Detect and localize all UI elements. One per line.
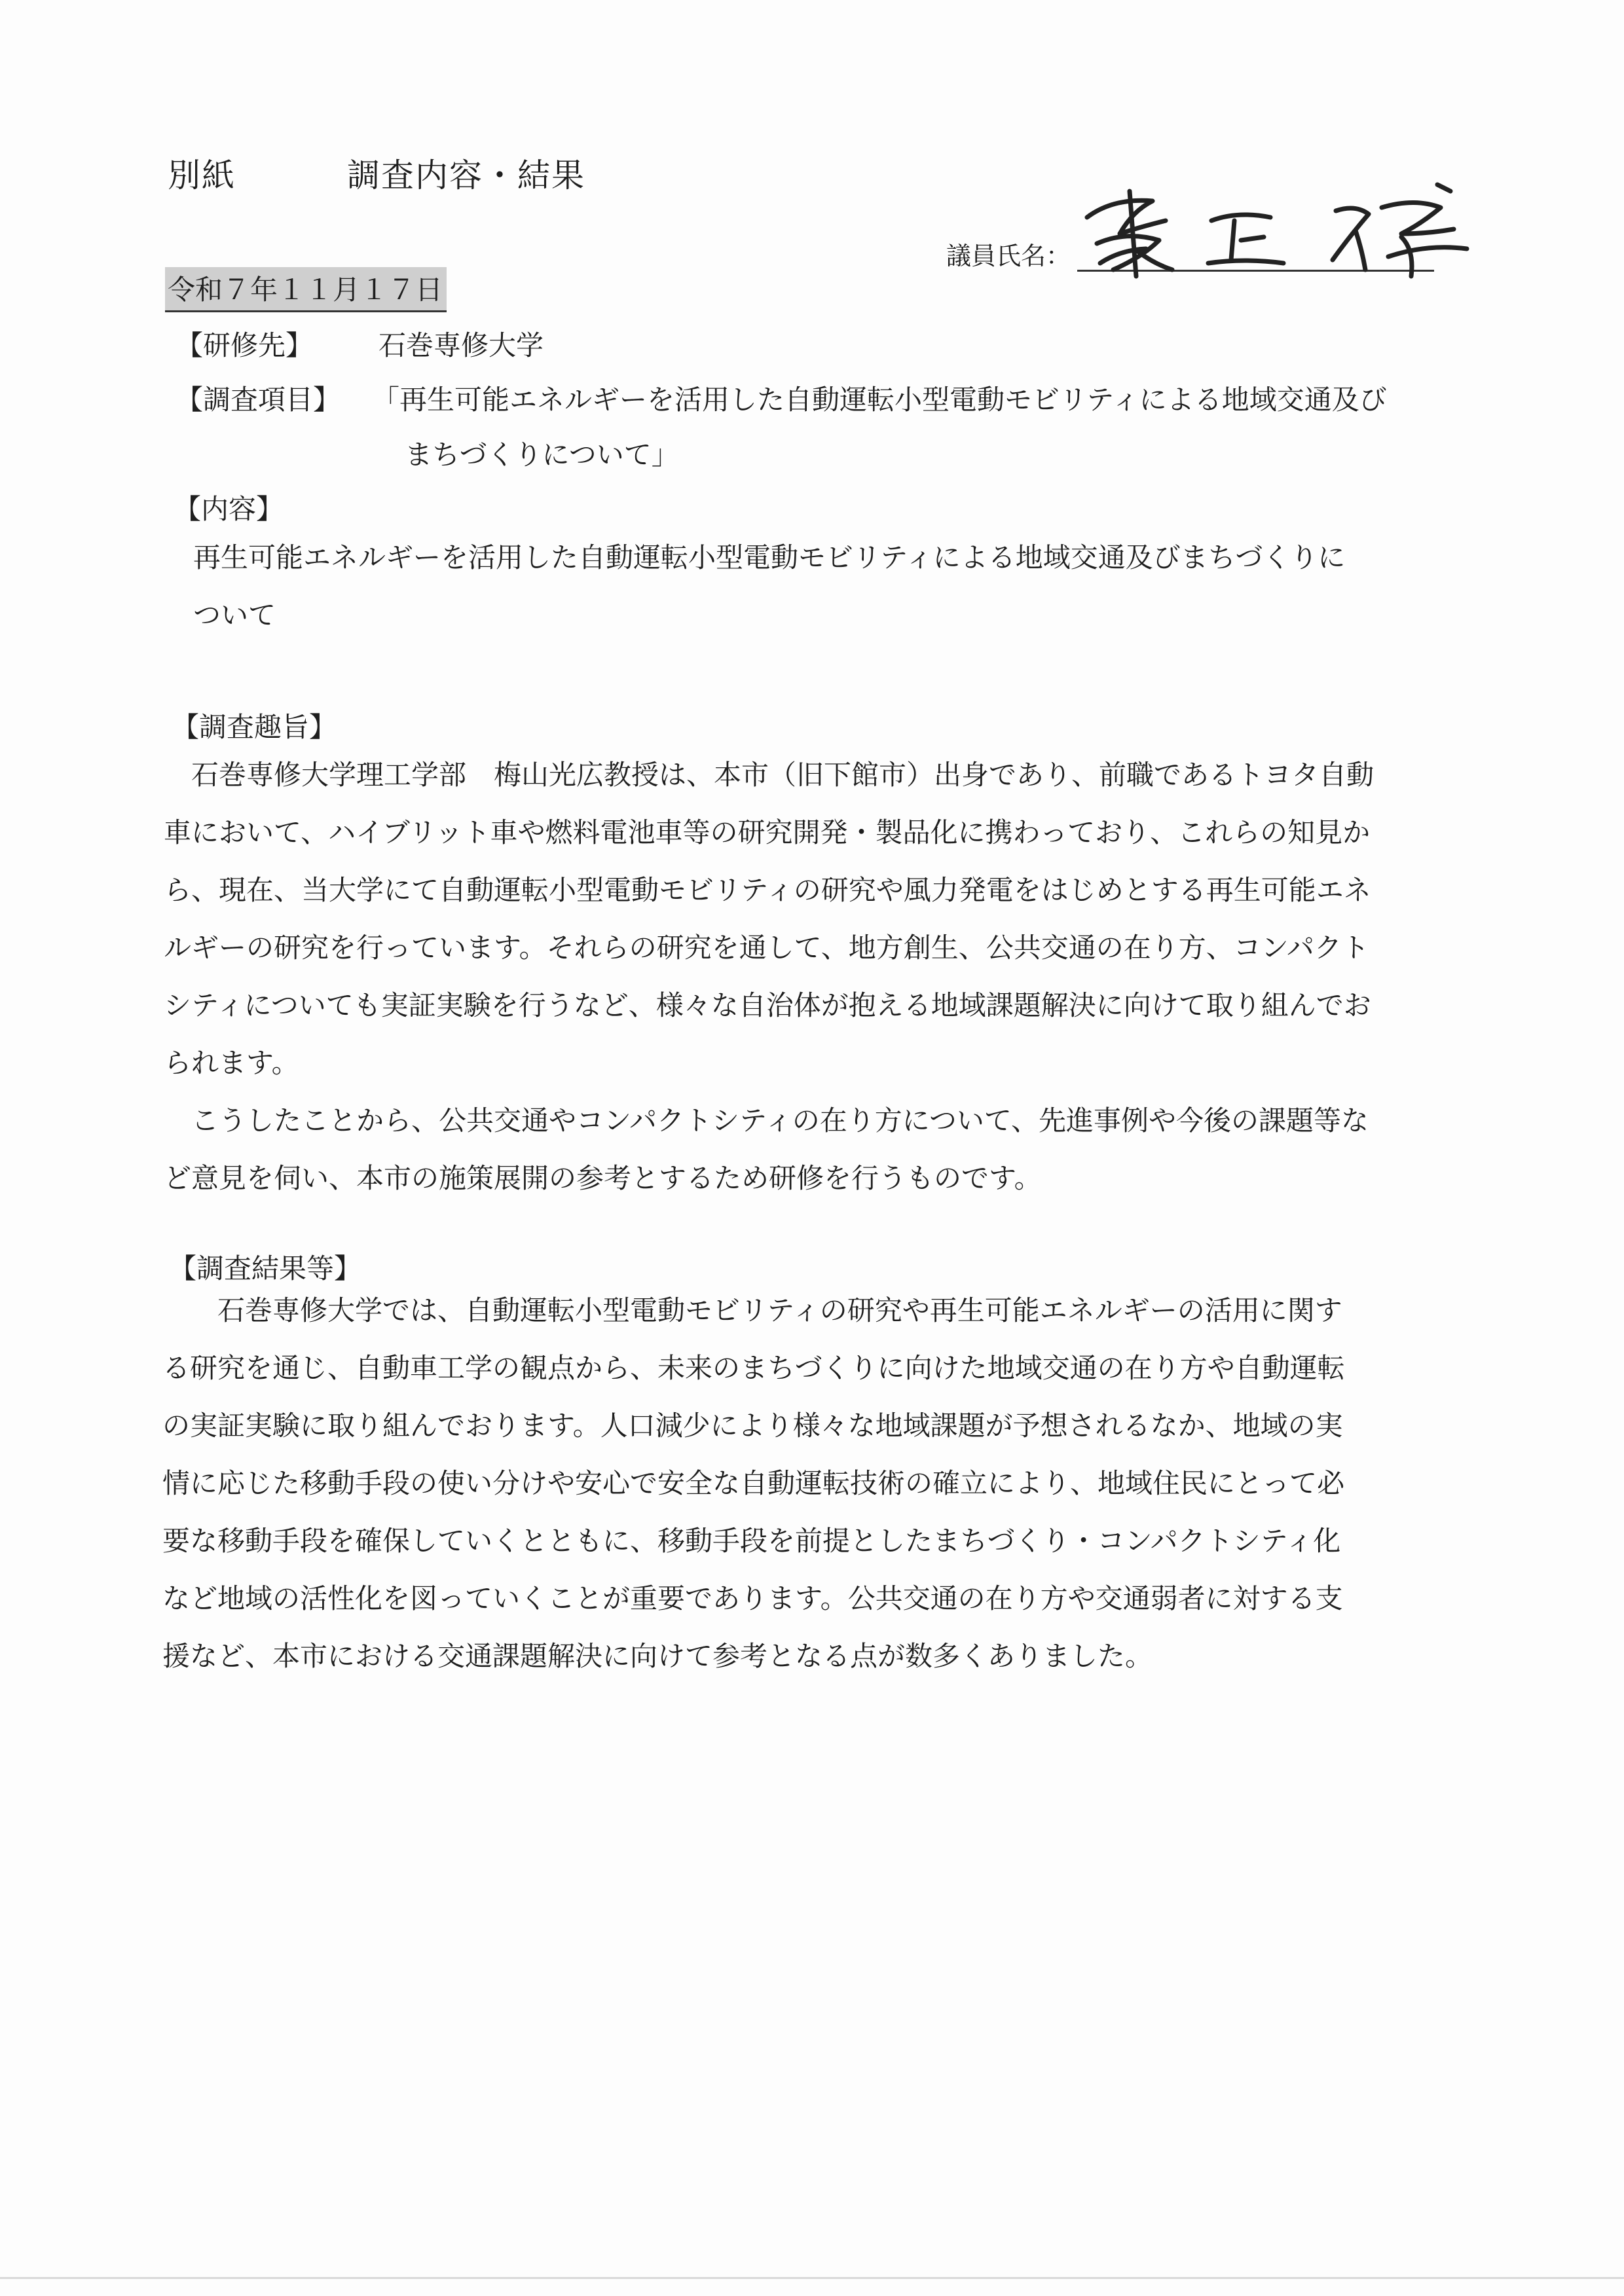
results-line-3: の実証実験に取り組んでおります。人口減少により様々な地域課題が予想されるなか、地域の実	[162, 1410, 1343, 1442]
purpose-line-2: 車において、ハイブリット車や燃料電池車等の研究開発・製品化に携わっており、これらの知見か	[164, 816, 1371, 848]
content-paragraph	[193, 529, 1490, 644]
training-site-value: 石巻専修大学	[378, 329, 544, 361]
survey-item-label: 【調査項目】	[175, 384, 341, 416]
purpose-paragraph	[164, 746, 1486, 1207]
member-name-label: 議員氏名：	[946, 242, 1071, 270]
purpose-line-4: ルギーの研究を行っています。それらの研究を通して、地方創生、公共交通の在り方、コンパクト	[164, 932, 1369, 964]
results-paragraph	[162, 1282, 1485, 1685]
results-line-1: 石巻専修大学では、自動運転小型電動モビリティの研究や再生可能エネルギーの活用に関す	[162, 1294, 1342, 1326]
document-title: 調査内容・結果	[347, 156, 585, 194]
purpose-heading: 【調査趣旨】	[172, 711, 337, 743]
attachment-label: 別紙	[168, 156, 236, 194]
document-header	[168, 149, 585, 196]
results-line-4: 情に応じた移動手段の使い分けや安心で安全な自動運転技術の確立により、地域住民にとって必	[162, 1467, 1345, 1499]
results-line-2: る研究を通じ、自動車工学の観点から、未来のまちづくりに向けた地域交通の在り方や自動運転	[162, 1352, 1345, 1384]
content-heading: 【内容】	[174, 493, 284, 525]
purpose-line-7: こうしたことから、公共交通やコンパクトシティの在り方について、先進事例や今後の課題等な	[164, 1104, 1369, 1137]
scan-edge-line	[0, 2277, 1624, 2279]
purpose-line-3: ら、現在、当大学にて自動運転小型電動モビリティの研究や風力発電をはじめとする再生可能エネ	[164, 874, 1371, 906]
results-line-7: 援など、本市における交通課題解決に向けて参考となる点が数多くありました。	[162, 1640, 1153, 1672]
purpose-line-8: ど意見を伺い、本市の施策展開の参考とするため研修を行うものです。	[164, 1162, 1042, 1194]
purpose-line-6: られます。	[164, 1047, 299, 1079]
content-line-2: ついて	[193, 599, 276, 631]
purpose-line-1: 石巻専修大学理工学部 梅山光広教授は、本市（旧下館市）出身であり、前職であるトヨタ自動	[164, 759, 1375, 791]
handwritten-signature	[1074, 172, 1493, 283]
results-line-5: 要な移動手段を確保していくとともに、移動手段を前提としたまちづくり・コンパクトシティ化	[162, 1525, 1341, 1557]
purpose-line-5: シティについても実証実験を行うなど、様々な自治体が抱える地域課題解決に向けて取り組んでお	[164, 989, 1371, 1021]
training-site-label: 【研修先】	[175, 329, 314, 361]
document-date: 令和７年１１月１７日	[165, 267, 447, 312]
results-line-6: など地域の活性化を図っていくことが重要であります。公共交通の在り方や交通弱者に対する支	[162, 1582, 1343, 1614]
survey-item-value-line-1: 「再生可能エネルギーを活用した自動運転小型電動モビリティによる地域交通及び	[372, 384, 1387, 416]
survey-item-value-line-2: まちづくりについて」	[405, 439, 679, 471]
content-line-1: 再生可能エネルギーを活用した自動運転小型電動モビリティによる地域交通及びまちづくりに	[193, 541, 1346, 574]
results-heading: 【調査結果等】	[169, 1252, 362, 1285]
